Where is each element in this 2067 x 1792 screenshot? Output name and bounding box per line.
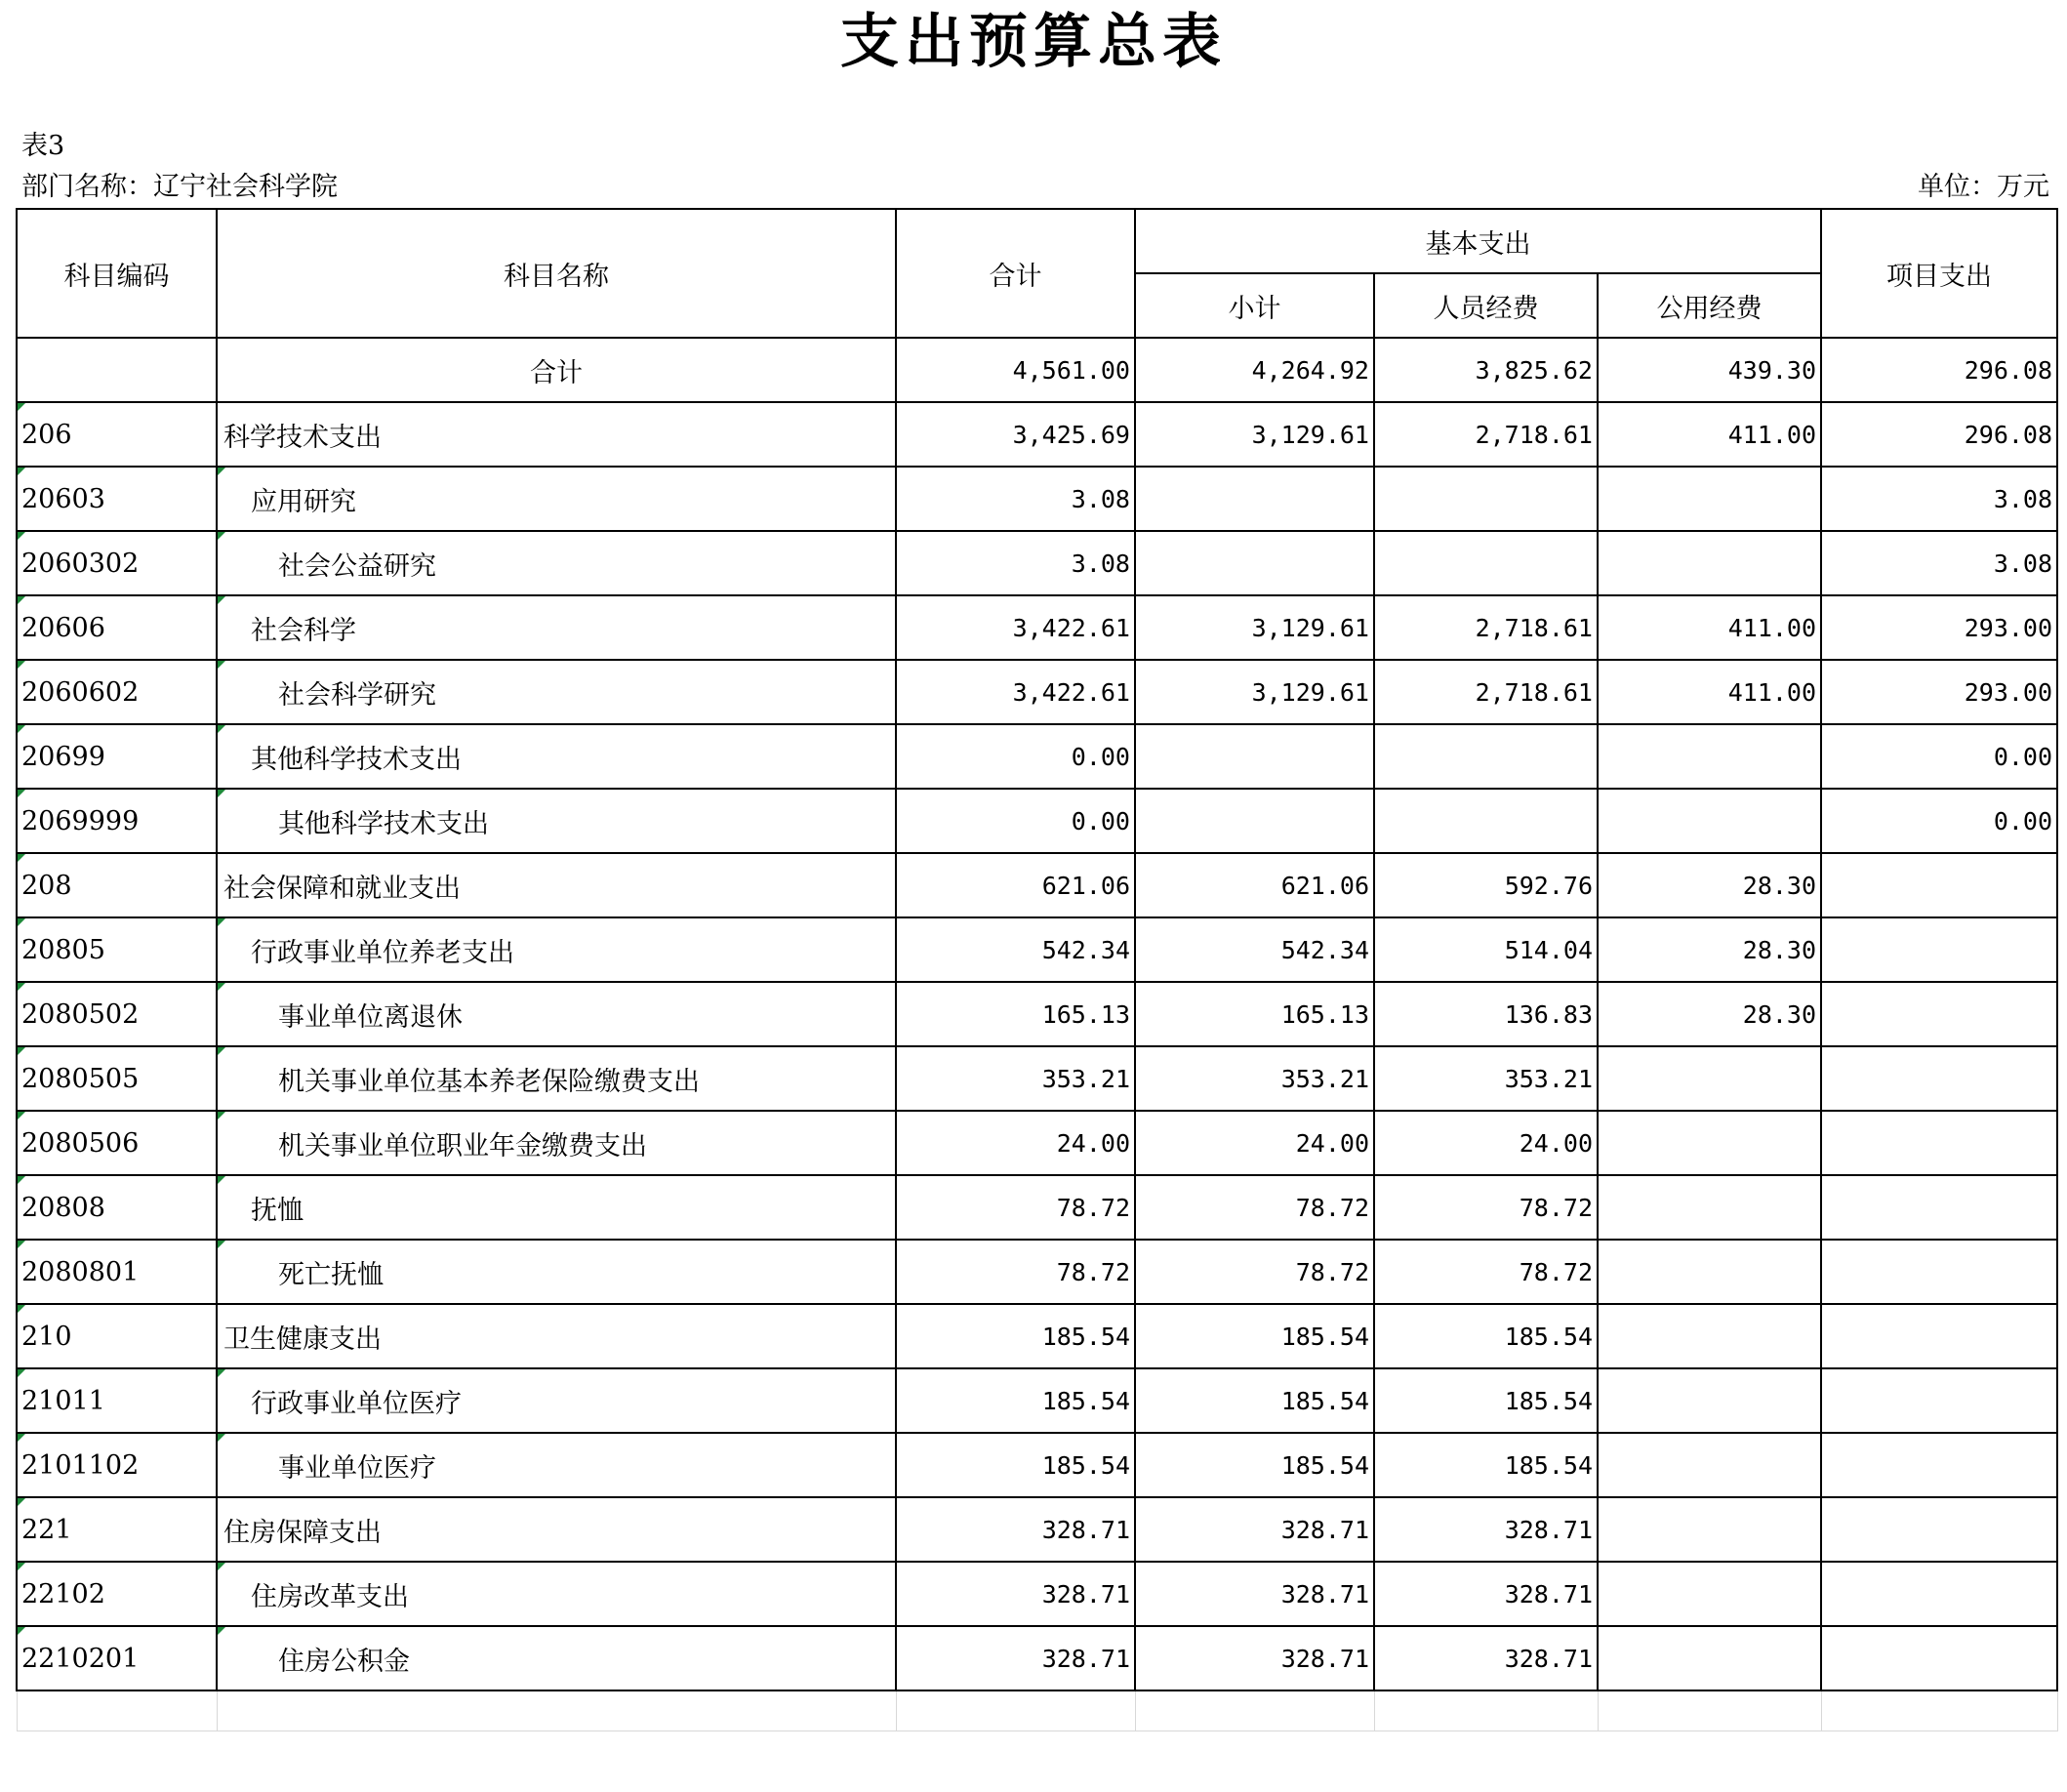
cell-subtotal: 3,129.61 — [1135, 595, 1374, 660]
cell-public — [1598, 1046, 1821, 1111]
cell-code: 2080801 — [17, 1240, 217, 1304]
cell-project: 3.08 — [1821, 531, 2057, 595]
header-total: 合计 — [896, 209, 1135, 338]
cell-project — [1821, 1562, 2057, 1626]
cell-public: 439.30 — [1598, 338, 1821, 402]
cell-public — [1598, 1562, 1821, 1626]
unit-label: 单位：万元 — [1918, 172, 2049, 202]
table-row — [17, 853, 2057, 917]
cell-subtotal — [1135, 531, 1374, 595]
cell-personnel: 2,718.61 — [1374, 660, 1598, 724]
cell-name: 住房保障支出 — [217, 1497, 896, 1562]
cell-code: 20606 — [17, 595, 217, 660]
cell-personnel: 592.76 — [1374, 853, 1598, 917]
cell-subtotal: 3,129.61 — [1135, 402, 1374, 467]
cell-subtotal — [1135, 467, 1374, 531]
cell-personnel: 185.54 — [1374, 1368, 1598, 1433]
cell-name: 住房公积金 — [217, 1626, 896, 1690]
cell-total: 621.06 — [896, 853, 1135, 917]
cell-public: 28.30 — [1598, 853, 1821, 917]
cell-subtotal: 185.54 — [1135, 1304, 1374, 1368]
cell-code: 20699 — [17, 724, 217, 789]
table-row — [17, 660, 2057, 724]
empty-row — [17, 1690, 2057, 1731]
cell-public — [1598, 467, 1821, 531]
cell-name: 抚恤 — [217, 1175, 896, 1240]
cell-subtotal: 328.71 — [1135, 1562, 1374, 1626]
header-name: 科目名称 — [217, 209, 896, 338]
empty-cell — [1598, 1690, 1821, 1731]
cell-subtotal: 78.72 — [1135, 1175, 1374, 1240]
table-number: 表3 — [21, 131, 65, 161]
table-row — [17, 1175, 2057, 1240]
cell-name: 机关事业单位基本养老保险缴费支出 — [217, 1046, 896, 1111]
cell-code: 208 — [17, 853, 217, 917]
cell-code: 2080505 — [17, 1046, 217, 1111]
cell-name: 其他科学技术支出 — [217, 789, 896, 853]
cell-project — [1821, 1368, 2057, 1433]
cell-subtotal: 3,129.61 — [1135, 660, 1374, 724]
cell-public — [1598, 1304, 1821, 1368]
cell-code: 20805 — [17, 917, 217, 982]
table-row — [17, 338, 2057, 402]
cell-name: 机关事业单位职业年金缴费支出 — [217, 1111, 896, 1175]
cell-public — [1598, 724, 1821, 789]
cell-code: 21011 — [17, 1368, 217, 1433]
cell-project — [1821, 1240, 2057, 1304]
cell-subtotal: 353.21 — [1135, 1046, 1374, 1111]
cell-personnel: 24.00 — [1374, 1111, 1598, 1175]
cell-total: 3,422.61 — [896, 595, 1135, 660]
cell-public: 28.30 — [1598, 982, 1821, 1046]
header-subtotal: 小计 — [1135, 273, 1374, 338]
budget-table — [16, 208, 2058, 1731]
cell-public: 411.00 — [1598, 402, 1821, 467]
cell-total: 78.72 — [896, 1175, 1135, 1240]
cell-personnel: 328.71 — [1374, 1497, 1598, 1562]
cell-name: 社会公益研究 — [217, 531, 896, 595]
cell-project — [1821, 1111, 2057, 1175]
cell-personnel: 185.54 — [1374, 1433, 1598, 1497]
table-row — [17, 1111, 2057, 1175]
cell-project — [1821, 1433, 2057, 1497]
cell-name: 社会科学 — [217, 595, 896, 660]
cell-code: 2210201 — [17, 1626, 217, 1690]
cell-name: 行政事业单位医疗 — [217, 1368, 896, 1433]
cell-total: 542.34 — [896, 917, 1135, 982]
cell-name: 住房改革支出 — [217, 1562, 896, 1626]
cell-personnel: 328.71 — [1374, 1562, 1598, 1626]
cell-personnel: 328.71 — [1374, 1626, 1598, 1690]
cell-name: 社会保障和就业支出 — [217, 853, 896, 917]
header-project: 项目支出 — [1821, 209, 2057, 338]
cell-personnel — [1374, 789, 1598, 853]
cell-code: 2080502 — [17, 982, 217, 1046]
cell-personnel — [1374, 467, 1598, 531]
cell-project — [1821, 1304, 2057, 1368]
cell-subtotal: 4,264.92 — [1135, 338, 1374, 402]
table-row — [17, 982, 2057, 1046]
cell-total: 0.00 — [896, 789, 1135, 853]
cell-subtotal: 185.54 — [1135, 1433, 1374, 1497]
cell-name: 应用研究 — [217, 467, 896, 531]
cell-public — [1598, 789, 1821, 853]
table-row — [17, 1304, 2057, 1368]
table-row — [17, 1240, 2057, 1304]
cell-code: 2060302 — [17, 531, 217, 595]
cell-public — [1598, 1368, 1821, 1433]
cell-project: 296.08 — [1821, 338, 2057, 402]
cell-total: 353.21 — [896, 1046, 1135, 1111]
cell-project — [1821, 853, 2057, 917]
cell-project — [1821, 1046, 2057, 1111]
cell-total: 3,425.69 — [896, 402, 1135, 467]
cell-subtotal: 165.13 — [1135, 982, 1374, 1046]
table-row — [17, 1046, 2057, 1111]
cell-public: 411.00 — [1598, 660, 1821, 724]
table-row — [17, 1562, 2057, 1626]
cell-personnel: 2,718.61 — [1374, 595, 1598, 660]
cell-project — [1821, 917, 2057, 982]
cell-total: 3.08 — [896, 467, 1135, 531]
table-body — [17, 338, 2057, 1731]
cell-total: 78.72 — [896, 1240, 1135, 1304]
empty-cell — [217, 1690, 896, 1731]
cell-name: 卫生健康支出 — [217, 1304, 896, 1368]
empty-cell — [1135, 1690, 1374, 1731]
table-row — [17, 531, 2057, 595]
cell-subtotal: 185.54 — [1135, 1368, 1374, 1433]
cell-subtotal: 328.71 — [1135, 1497, 1374, 1562]
cell-code: 20603 — [17, 467, 217, 531]
cell-project: 293.00 — [1821, 660, 2057, 724]
cell-project — [1821, 982, 2057, 1046]
cell-total: 0.00 — [896, 724, 1135, 789]
header-personnel: 人员经费 — [1374, 273, 1598, 338]
cell-project: 296.08 — [1821, 402, 2057, 467]
cell-subtotal: 24.00 — [1135, 1111, 1374, 1175]
cell-personnel: 78.72 — [1374, 1240, 1598, 1304]
cell-public — [1598, 1175, 1821, 1240]
cell-name: 事业单位离退休 — [217, 982, 896, 1046]
cell-project: 3.08 — [1821, 467, 2057, 531]
cell-total: 185.54 — [896, 1433, 1135, 1497]
header-basic: 基本支出 — [1135, 209, 1821, 273]
cell-project — [1821, 1497, 2057, 1562]
cell-public — [1598, 1240, 1821, 1304]
cell-subtotal: 78.72 — [1135, 1240, 1374, 1304]
cell-public — [1598, 1497, 1821, 1562]
cell-code: 2069999 — [17, 789, 217, 853]
cell-project: 293.00 — [1821, 595, 2057, 660]
cell-subtotal — [1135, 724, 1374, 789]
cell-total: 4,561.00 — [896, 338, 1135, 402]
cell-code: 2080506 — [17, 1111, 217, 1175]
cell-code: 210 — [17, 1304, 217, 1368]
cell-code: 206 — [17, 402, 217, 467]
table-row — [17, 1433, 2057, 1497]
cell-project: 0.00 — [1821, 789, 2057, 853]
cell-personnel: 353.21 — [1374, 1046, 1598, 1111]
page-title: 支出预算总表 — [840, 8, 1227, 76]
cell-name: 行政事业单位养老支出 — [217, 917, 896, 982]
cell-public — [1598, 531, 1821, 595]
table-row — [17, 1368, 2057, 1433]
cell-code: 22102 — [17, 1562, 217, 1626]
cell-project — [1821, 1626, 2057, 1690]
cell-public — [1598, 1626, 1821, 1690]
department-name: 部门名称：辽宁社会科学院 — [21, 172, 338, 202]
cell-personnel: 2,718.61 — [1374, 402, 1598, 467]
cell-total: 328.71 — [896, 1562, 1135, 1626]
cell-name: 合计 — [217, 338, 896, 402]
table-row — [17, 402, 2057, 467]
cell-project — [1821, 1175, 2057, 1240]
cell-total: 328.71 — [896, 1626, 1135, 1690]
cell-code: 20808 — [17, 1175, 217, 1240]
empty-cell — [1374, 1690, 1598, 1731]
table-row — [17, 917, 2057, 982]
cell-total: 165.13 — [896, 982, 1135, 1046]
table-row — [17, 467, 2057, 531]
table-row — [17, 1626, 2057, 1690]
cell-personnel — [1374, 531, 1598, 595]
cell-total: 24.00 — [896, 1111, 1135, 1175]
table-row — [17, 1497, 2057, 1562]
cell-subtotal: 621.06 — [1135, 853, 1374, 917]
empty-cell — [896, 1690, 1135, 1731]
cell-name: 其他科学技术支出 — [217, 724, 896, 789]
cell-personnel: 3,825.62 — [1374, 338, 1598, 402]
cell-personnel: 514.04 — [1374, 917, 1598, 982]
cell-total: 328.71 — [896, 1497, 1135, 1562]
cell-public: 411.00 — [1598, 595, 1821, 660]
cell-code: 2060602 — [17, 660, 217, 724]
cell-personnel: 136.83 — [1374, 982, 1598, 1046]
cell-personnel: 78.72 — [1374, 1175, 1598, 1240]
table-row — [17, 595, 2057, 660]
cell-public — [1598, 1111, 1821, 1175]
cell-project: 0.00 — [1821, 724, 2057, 789]
cell-total: 185.54 — [896, 1368, 1135, 1433]
cell-public — [1598, 1433, 1821, 1497]
header-public: 公用经费 — [1598, 273, 1821, 338]
table-row — [17, 789, 2057, 853]
cell-name: 科学技术支出 — [217, 402, 896, 467]
empty-cell — [17, 1690, 217, 1731]
cell-name: 社会科学研究 — [217, 660, 896, 724]
cell-code — [17, 338, 217, 402]
cell-total: 3.08 — [896, 531, 1135, 595]
cell-subtotal: 542.34 — [1135, 917, 1374, 982]
table-row — [17, 724, 2057, 789]
cell-total: 3,422.61 — [896, 660, 1135, 724]
cell-public: 28.30 — [1598, 917, 1821, 982]
cell-personnel — [1374, 724, 1598, 789]
cell-name: 死亡抚恤 — [217, 1240, 896, 1304]
empty-cell — [1821, 1690, 2057, 1731]
cell-subtotal: 328.71 — [1135, 1626, 1374, 1690]
cell-total: 185.54 — [896, 1304, 1135, 1368]
cell-code: 221 — [17, 1497, 217, 1562]
cell-code: 2101102 — [17, 1433, 217, 1497]
cell-subtotal — [1135, 789, 1374, 853]
cell-name: 事业单位医疗 — [217, 1433, 896, 1497]
header-code: 科目编码 — [17, 209, 217, 338]
cell-personnel: 185.54 — [1374, 1304, 1598, 1368]
